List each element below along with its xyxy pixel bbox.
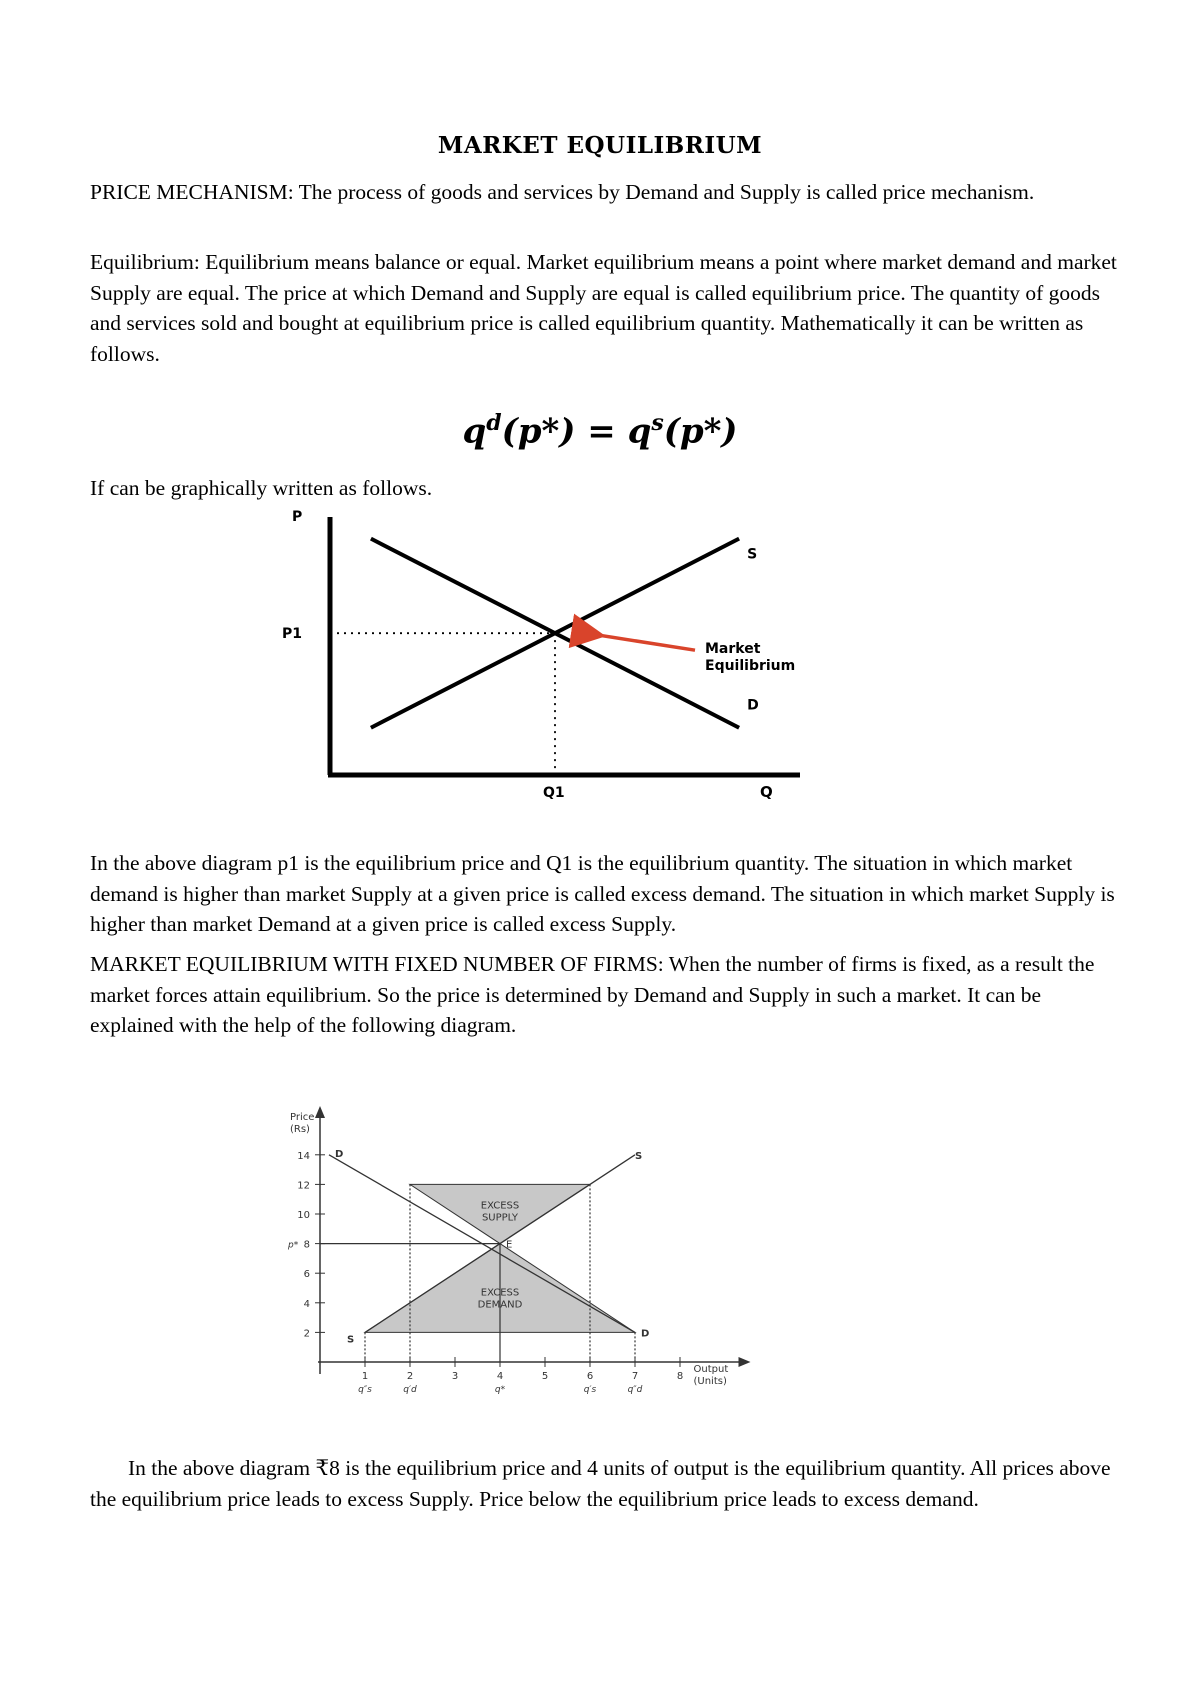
y-tick-label: 4 (303, 1298, 310, 1310)
paragraph-price-mechanism: PRICE MECHANISM: The process of goods and services by Demand and Supply is called price mechanism. (90, 180, 1035, 204)
formula-equals: = (575, 411, 628, 452)
chart-market-equilibrium (270, 505, 850, 805)
x-tick-label: 8 (676, 1371, 684, 1382)
chart2-axes (315, 1106, 751, 1374)
y-axis-label: Price (290, 1112, 315, 1123)
x-tick-label: 2 (406, 1371, 414, 1382)
paragraph-fixed-firms: MARKET EQUILIBRIUM WITH FIXED NUMBER OF FIRMS: When the number of firms is fixed, as a result the market forces attain equilibrium. So the price is determined by Demand and Supply in such a market. It can be explained with the help of the following diagram. (90, 952, 1095, 1037)
page-title: MARKET EQUILIBRIUM (437, 132, 763, 159)
equilibrium-point-label: E (506, 1239, 513, 1251)
x-tick-label: 5 (541, 1371, 549, 1382)
formula-d: d (486, 410, 502, 436)
y-tick-label: 12 (297, 1180, 310, 1192)
formula-q-right: q (627, 411, 652, 452)
quantity-sub-label: q″d (627, 1385, 643, 1395)
x-axis-label: Output (693, 1364, 729, 1375)
quantity-sub-label: q′d (403, 1385, 417, 1395)
market-equilibrium-annotation: Market Equilibrium (705, 641, 796, 675)
x-tick-label: 3 (451, 1371, 459, 1382)
x-tick-label: 1 (361, 1371, 369, 1382)
excess-demand-label: EXCESS (480, 1287, 520, 1299)
formula-s: s (651, 410, 664, 436)
y-tick-label: 2 (303, 1328, 310, 1340)
y-axis-arrow (315, 1106, 325, 1118)
x-axis-label: Q (760, 783, 773, 801)
excess-supply-label: SUPPLY (481, 1212, 519, 1224)
x-axis-unit-label: (Units) (693, 1376, 727, 1387)
demand-curve-end-label: D (641, 1328, 650, 1340)
formula-pstar-right: (p*) (663, 411, 738, 452)
quantity-sub-label: q″s (358, 1385, 372, 1395)
q1-label: Q1 (543, 785, 565, 801)
y-tick-label: 14 (297, 1150, 310, 1162)
excess-supply-label: EXCESS (480, 1200, 520, 1212)
chart-fixed-firms (275, 1100, 765, 1410)
paragraph-equilibrium: Equilibrium: Equilibrium means balance or equal. Market equilibrium means a point where market demand and market Supply are equal. The price at which Demand and Supply are equal is called equilibrium price. The quantity of goods and services sold and bought at equilibrium price is called equilibrium quantity. Mathematically it can be written as follows. (90, 250, 1117, 366)
y-tick-label: 10 (297, 1210, 310, 1221)
quantity-sub-label: q′s (583, 1385, 597, 1395)
paragraph-graphically: If can be graphically written as follows. (90, 476, 433, 500)
equilibrium-formula (0, 410, 1200, 451)
x-tick-label: 4 (496, 1371, 504, 1382)
y-axis-unit-label: (Rs) (290, 1124, 310, 1135)
formula-pstar-left: (p*) (501, 411, 576, 452)
y-tick-label: 6 (303, 1269, 310, 1281)
paragraph-diagram1-explanation: In the above diagram p1 is the equilibrium price and Q1 is the equilibrium quantity. The situation in which market demand is higher than market Supply at a given price is called excess demand. The situation in which market Supply is higher than market Demand at a given price is called excess Supply. (90, 851, 1115, 936)
x-tick-label: 7 (631, 1371, 639, 1382)
supply-curve-start-label: S (347, 1334, 355, 1346)
excess-demand-label: DEMAND (477, 1299, 523, 1311)
formula-q-left: q (462, 411, 487, 452)
supply-curve-label: S (635, 1150, 643, 1162)
paragraph-diagram2-explanation: In the above diagram ₹8 is the equilibrium price and 4 units of output is the equilibrium quantity. All prices above the equilibrium price leads to excess Supply. Price below the equilibrium price leads to excess demand. (90, 1456, 1111, 1511)
y-axis-label: P (292, 509, 303, 525)
x-axis-arrow (739, 1357, 751, 1367)
demand-curve-label: D (335, 1148, 344, 1160)
supply-curve-label: S (747, 546, 758, 563)
quantity-sub-label: q* (494, 1385, 506, 1395)
equilibrium-arrow (599, 635, 695, 650)
p-star-label: p* (288, 1240, 299, 1251)
demand-curve-label: D (747, 697, 759, 714)
x-tick-label: 6 (586, 1371, 594, 1382)
y-tick-label: 8 (303, 1239, 310, 1251)
p1-label: P1 (282, 626, 303, 643)
